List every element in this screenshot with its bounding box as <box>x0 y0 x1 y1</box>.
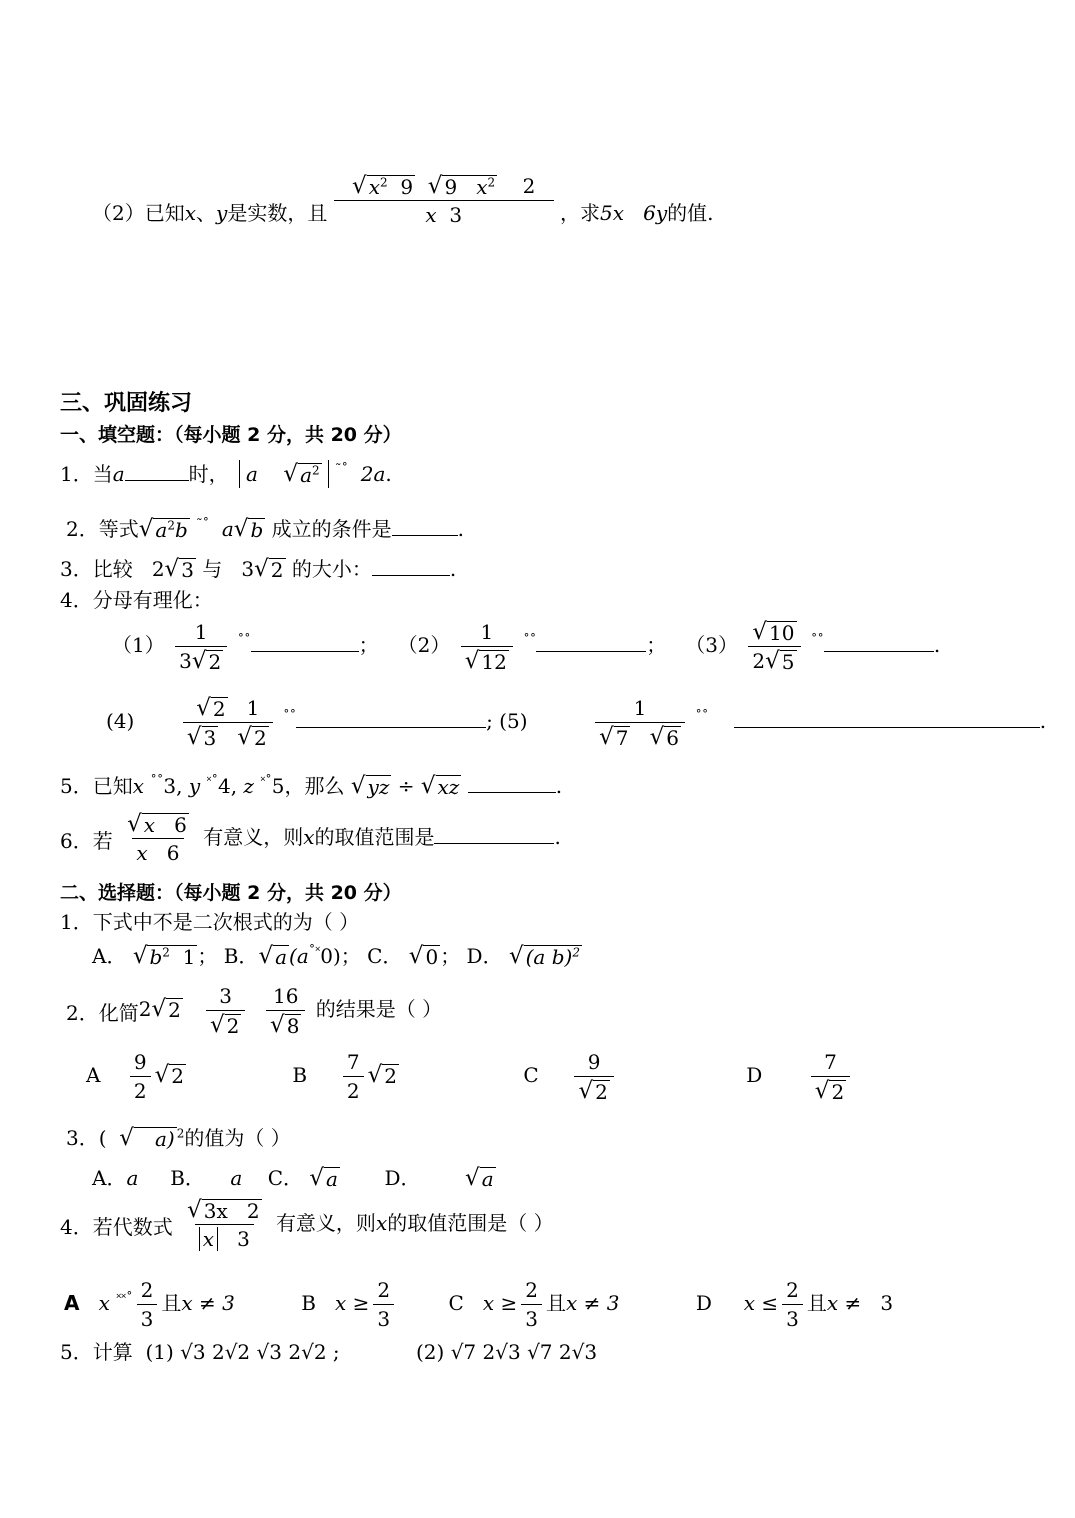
q2-denominator: x 3 <box>334 200 554 227</box>
fill-1-blank[interactable] <box>125 462 189 481</box>
q2-sqrt-a: √ $x^2$ 9 <box>352 173 414 199</box>
q2-prefix: （2）已知 <box>92 201 185 225</box>
fill-4-row1: （1） 1 3 √ 2 ˚˚ ； （2） 1 √ 12 ˚˚ ； （3） √ 10 2 √ 5 ˚˚ . <box>112 619 941 674</box>
choice-4-stem: 4．若代数式 √ 3x 2 x 3 有意义，则x的取值范围是（ ） <box>60 1197 554 1251</box>
fill-4-title: 4．分母有理化： <box>60 588 213 612</box>
choice-1-stem: 1．下式中不是二次根式的为（ ） <box>60 910 360 934</box>
fill-4-row2: (4) √ 2 1 √ 3 √ 2 ˚˚ ; (5) 1 √ 7 √ 6 ˚˚ . <box>106 695 1047 750</box>
fill-2: 2．等式 √ $a^2b$ ˜˚ a √ b 成立的条件是 . <box>66 516 464 542</box>
fill-4-2-blank[interactable] <box>536 633 646 652</box>
fill-3: 3．比较 2 √ 3 与 3 √ 2 的大小： . <box>60 556 457 582</box>
choice-3-options: A．a B． a C． √ a D． √ a <box>92 1165 494 1191</box>
part2-title: 二、选择题：（每小题 2 分，共 20 分） <box>60 882 402 904</box>
fill-4-4-blank[interactable] <box>296 709 486 728</box>
q2-fraction <box>338 174 550 227</box>
choice-5: 5．计算 (1) √3 2√2 √3 2√2 ; (2) √7 2√3 √7 2√3 <box>60 1340 598 1364</box>
fill-4-5-blank[interactable] <box>734 709 1040 728</box>
q2-line <box>92 164 714 234</box>
part1-title: 一、填空题：（每小题 2 分，共 20 分） <box>60 424 402 446</box>
q2-sqrt-b: √ 9 $x^2$ <box>427 173 496 199</box>
q2-y: y <box>216 201 228 225</box>
choice-2-stem: 2．化简2 √ 2 3 √ 2 16 √ 8 的结果是（ ） <box>66 984 443 1038</box>
section3-title: 三、巩固练习 <box>60 391 193 416</box>
choice-2-options: A $\frac{9}{2}$ √ 2 B $\frac{7}{2}$ √ 2 C 9 √ 2 D 7 √ 2 <box>86 1050 854 1103</box>
fill-6: 6．若 √ x 6 x 6 有意义，则x的取值范围是 . <box>60 811 561 865</box>
choice-1-options: A． √ $b^2$ 1 ； B． √ a (a˚˟0)； C． √ 0 ； D． √ (a b)$^2$ <box>92 943 580 969</box>
fill-4-1-blank[interactable] <box>251 633 359 652</box>
choice-5-part1: (1) √3 2√2 √3 2√2 ; <box>145 1340 340 1364</box>
q2-x: x <box>184 201 197 225</box>
q2-5x: 5x <box>600 201 625 225</box>
fill-1-abs: a √ $a^2$ <box>239 460 329 488</box>
fill-2-blank[interactable] <box>392 517 458 536</box>
fill-3-blank[interactable] <box>372 557 450 576</box>
choice-4-options: A x ˟˟˚ $\frac{2}{3}$ 且x ≠ 3 B x ≥ $\frac{2}{3}$ C x ≥ $\frac{2}{3}$ 且x ≠ 3 D x ≤ $\frac{2}{3}$ 且x ≠ 3 <box>64 1278 894 1331</box>
fill-5: 5．已知x ˚˚3, y ˟˚4, z ˟˚5，那么 √ yz ÷ √ xz . <box>60 773 563 799</box>
q2-suffix-pre: ，求 <box>560 201 601 225</box>
fill-4-3-blank[interactable] <box>824 633 934 652</box>
q2-sep: 、 <box>196 201 217 225</box>
q2-suffix: 的值. <box>667 201 714 225</box>
fill-1: 1．当a 时， a √ $a^2$ ˜˚ 2a. <box>60 461 392 487</box>
q2-numerator: √ $x^2$ 9 √ 9 $x^2$ 2 <box>352 173 536 199</box>
choice-5-part2: (2) √7 2√3 √7 2√3 <box>416 1340 598 1364</box>
fill-5-blank[interactable] <box>468 774 556 793</box>
q2-mid: 是实数，且 <box>227 201 328 225</box>
fill-6-blank[interactable] <box>434 825 554 844</box>
choice-3-stem: 3．( √ a) $^2$的值为（ ） <box>66 1125 291 1151</box>
q2-6y: 6y <box>643 201 668 225</box>
